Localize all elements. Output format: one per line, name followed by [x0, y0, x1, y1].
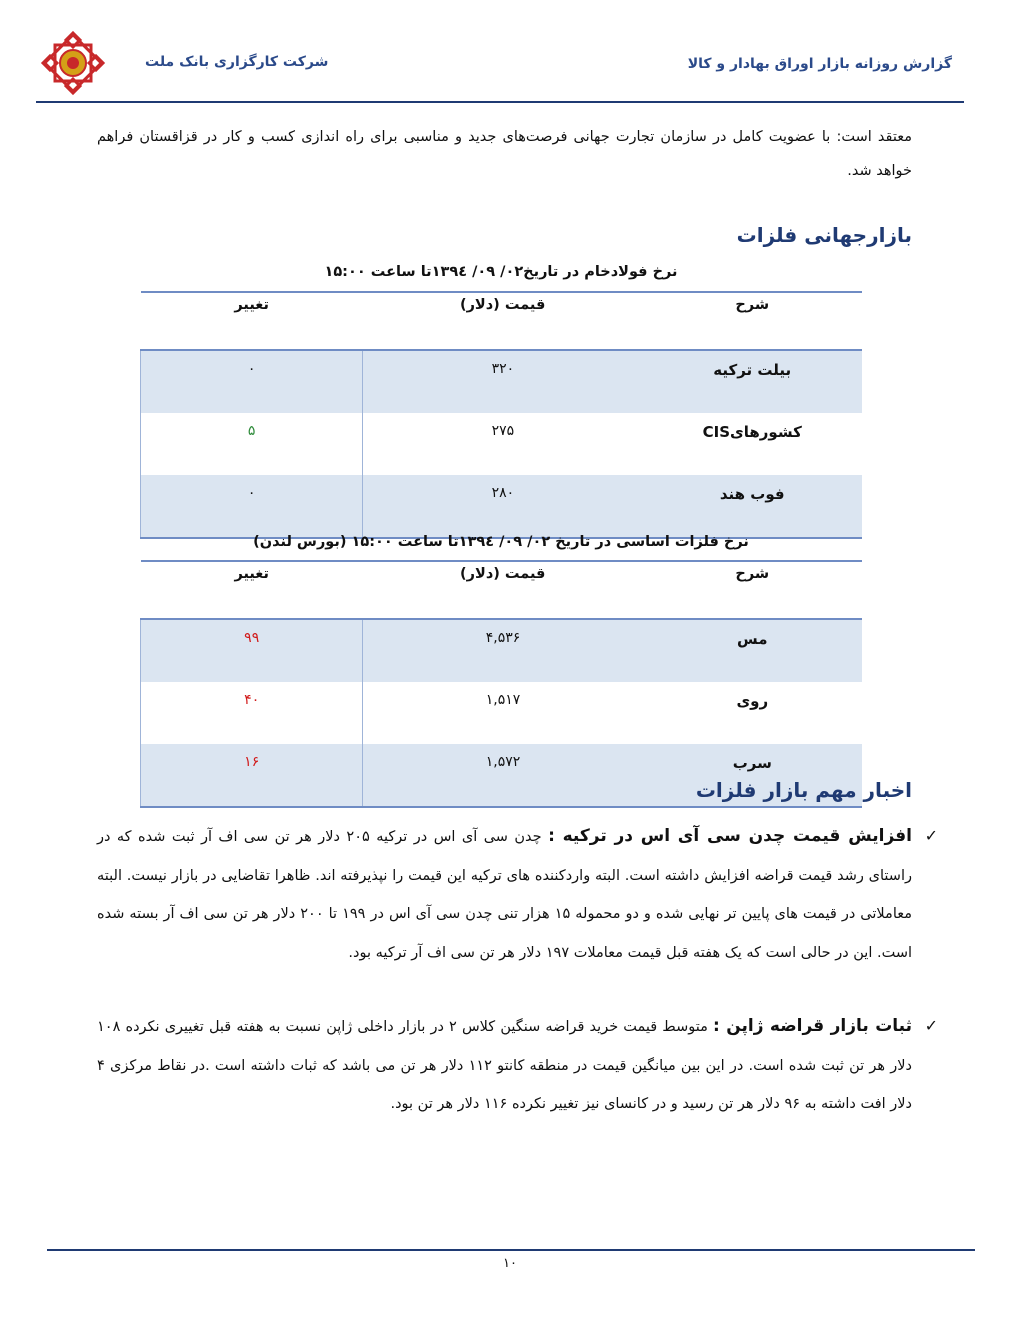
news-item	[97, 1007, 938, 1124]
news-item	[97, 817, 938, 972]
row-price: ۲۷۵	[363, 413, 643, 475]
row-price: ۱,۵۷۲	[363, 744, 643, 807]
table-header-row	[141, 292, 863, 350]
section-title-news: اخبار مهم بازار فلزات	[695, 778, 912, 802]
row-name: روی	[736, 692, 769, 710]
bank-mellat-logo-icon	[40, 30, 106, 96]
col-header-price: قیمت (دلار)	[363, 561, 643, 619]
table-row	[141, 619, 863, 682]
row-price: ۳۲۰	[363, 350, 643, 413]
row-price: ۱,۵۱۷	[363, 682, 643, 744]
row-name: مس	[643, 619, 862, 682]
row-name: فوب هند	[642, 475, 862, 538]
row-change: ۰	[141, 475, 363, 538]
section-title-metals: بازارجهانی فلزات	[736, 223, 912, 247]
row-change: ۰	[141, 350, 363, 413]
table1-caption: نرخ فولادخام در تاریخ۰۲/ ۰۹/ ۱۳۹٤تا ساعت ۱۵:۰۰	[324, 264, 678, 280]
table-row	[141, 682, 863, 744]
table2-caption: نرخ فلزات اساسی در تاریخ ۰۲/ ۰۹/ ۱۳۹٤تا ساعت ۱۵:۰۰ (بورس لندن)	[253, 534, 749, 550]
report-title: گزارش روزانه بازار اوراق بهادار و کالا	[687, 56, 952, 72]
header-divider	[36, 101, 964, 103]
row-price: ۲۸۰	[363, 475, 643, 538]
col-header-change: تغییر	[141, 561, 363, 619]
footer-divider	[47, 1249, 975, 1251]
row-change: ۴۰	[141, 682, 363, 744]
page-number: ۱۰	[503, 1256, 517, 1271]
check-icon: ✓	[924, 826, 938, 845]
table-row	[141, 413, 863, 475]
table-row	[141, 350, 863, 413]
col-header-change: تغییر	[141, 292, 363, 350]
table-header-row	[141, 561, 863, 619]
row-name: بیلت ترکیه	[642, 350, 862, 413]
news-body: متوسط قیمت خرید قراضه سنگین کلاس ۲ در بازار داخلی ژاپن نسبت به هفته قبل تغییری نکرده ۱۰۸ دلار هر تن ثبت شده است. در این بین میانگین قیمت در منطقه کانتو ۱۱۲ دلار هر تن می باشد که ثبات داشته است .در نقاط مرکزی ۴ دلار افت داشته به ۹۶ دلار هر تن رسید و در کانسای نیز تغییر نکرده ۱۱۶ دلار هر تن بود.	[97, 1019, 912, 1112]
row-change: ۵	[141, 413, 363, 475]
col-header-price: قیمت (دلار)	[363, 292, 643, 350]
news-headline: افزایش قیمت چدن سی آی اس در ترکیه :	[548, 826, 912, 846]
check-icon: ✓	[924, 1016, 938, 1035]
company-name: شرکت کارگزاری بانک ملت	[145, 54, 329, 70]
col-header-name: شرح	[643, 561, 862, 619]
row-price: ۴,۵۳۶	[363, 619, 643, 682]
row-change: ۱۶	[141, 744, 363, 807]
intro-paragraph: معتقد است: با عضویت کامل در سازمان تجارت جهانی فرصت‌های جدید و مناسبی برای راه اندازی کسب و کار در قزاقستان فراهم خواهد شد.	[97, 129, 912, 179]
row-name: کشورهایCIS	[702, 423, 802, 441]
table-row	[141, 475, 863, 538]
news-headline: ثبات بازار قراضه ژاپن :	[712, 1016, 912, 1036]
col-header-name: شرح	[642, 292, 862, 350]
news-body: چدن سی آی اس در ترکیه ۲۰۵ دلار هر تن سی اف آر ثبت شده که در راستای رشد قیمت قراضه افزایش داشته است. البته واردکننده های ترکیه این قیمت را نپذیرفته اند. ظاهرا تقاضایی در بازار نیست. البته معاملاتی در قیمت های پایین تر نهایی شده و دو محموله ۱۵ هزار تنی چدن سی آی اس در ۱۹۹ تا ۲۰۰ دلار هر تن سی اف آر بسته شده است. این در حالی است که یک هفته قبل قیمت معاملات ۱۹۷ دلار هر تن سی اف آر ترکیه بود.	[97, 829, 912, 961]
row-name: سرب	[643, 744, 862, 807]
base-metals-table	[140, 560, 862, 808]
row-change: ۹۹	[141, 619, 363, 682]
steel-price-table	[140, 291, 862, 539]
